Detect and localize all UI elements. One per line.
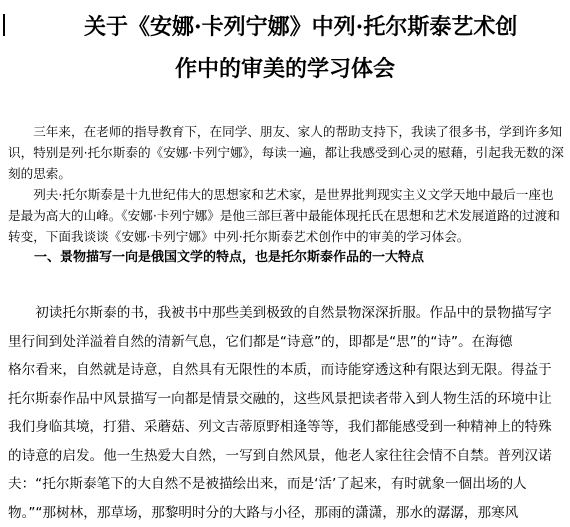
body-line-6: 的诗意的启发。他一生热爱大自然，一写到自然风景，他老人家往往会情不自禁。普列汉诺 xyxy=(8,442,564,471)
body-line-7: 夫：“托尔斯泰笔下的大自然不是被描绘出来，而是‘活’了起来，有时就象一個出场的人 xyxy=(8,470,564,499)
section-body xyxy=(8,299,564,527)
body-line-2: 里行间到处洋溢着自然的清新气息，它们都是“诗意”的，即都是“思”的“诗”。在海德 xyxy=(8,328,564,357)
section-heading: 一、景物描写一向是俄国文学的特点，也是托尔斯泰作品的一大特点 xyxy=(8,247,564,268)
paragraph-1: 三年来，在老师的指导教育下，在同学、朋友、家人的帮助支持下，我读了很多书，学到许多知识，特别是列·托尔斯泰的《安娜·卡列宁娜》，每读一遍，都让我感受到心灵的慰藉，引起我无数的深刻的思索。 xyxy=(8,121,564,184)
body-line-4: 托尔斯泰作品中风景描写一向都是情景交融的，这些风景把读者带入到人物生活的环境中让 xyxy=(8,385,564,414)
intro-section xyxy=(8,121,564,268)
body-line-5: 我们身临其境，打猎、采蘑菇、列文吉蒂原野相逢等等，我们都能感受到一种精神上的特殊 xyxy=(8,413,564,442)
title-line-1: 关于《安娜·卡列宁娜》中列·托尔斯泰艺术创 xyxy=(0,6,570,48)
paragraph-2: 列夫·托尔斯泰是十九世纪伟大的思想家和艺术家，是世界批判现实主义文学天地中最后一座也是最为高大的山峰。《安娜·卡列宁娜》是他三部巨著中最能体现托氏在思想和艺术发展道路的过渡和转变，下面我谈谈《安娜·卡列宁娜》中列·托尔斯泰艺术创作中的审美的学习体会。 xyxy=(8,184,564,247)
document-title xyxy=(0,6,570,90)
body-line-3: 格尔看来，自然就是诗意，自然具有无限性的本质，而诗能穿透这种有限达到无限。得益于 xyxy=(8,356,564,385)
body-line-8: 物。”“那树林，那草场，那黎明时分的大路与小径，那雨的潇潇，那水的潺潺，那寒风 xyxy=(8,499,564,527)
body-line-1: 初读托尔斯泰的书，我被书中那些美到极致的自然景物深深折服。作品中的景物描写字 xyxy=(8,299,564,328)
title-line-2: 作中的审美的学习体会 xyxy=(0,48,570,90)
